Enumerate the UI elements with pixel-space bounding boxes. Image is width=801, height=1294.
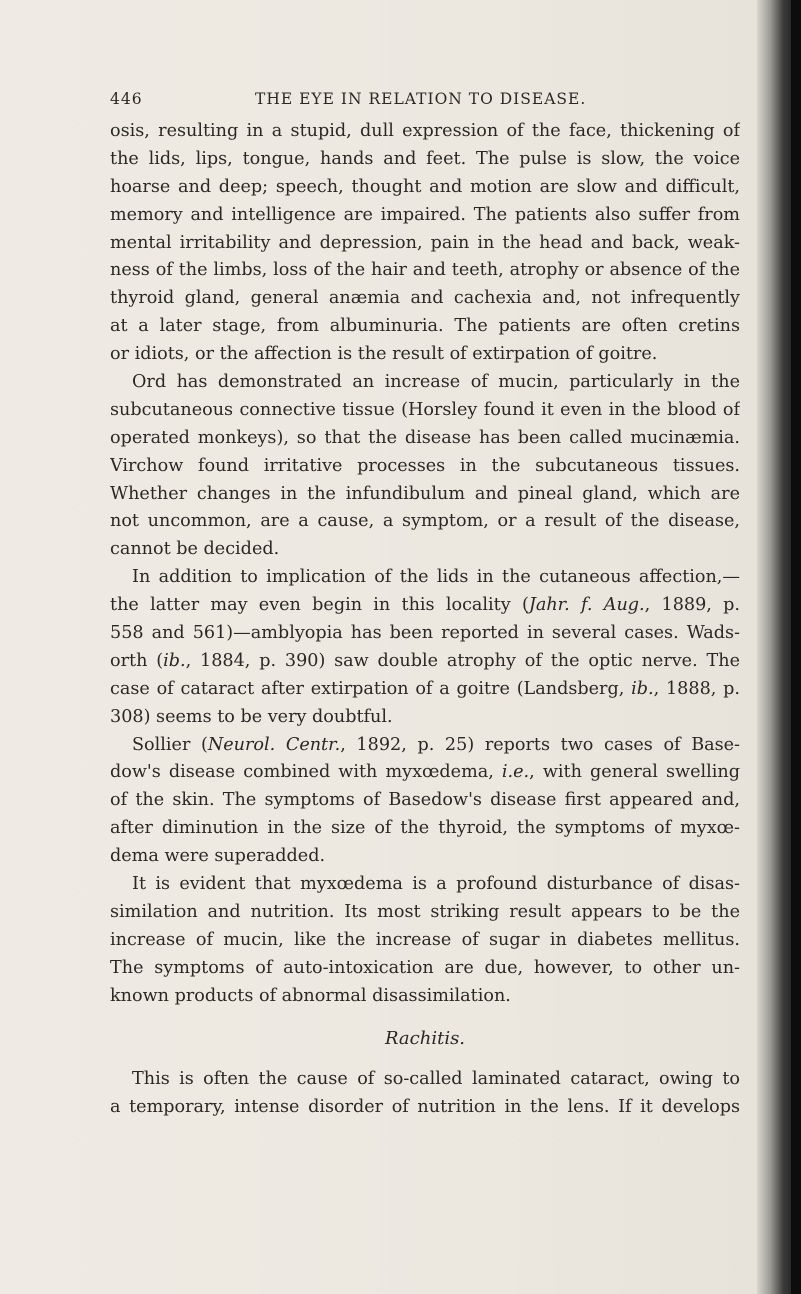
text-line: Whether changes in the infundibulum and pineal gland, which are xyxy=(110,483,740,504)
text-line: The symptoms of auto-intoxication are due, however, to other un- xyxy=(110,957,740,978)
text-line: increase of mucin, like the increase of sugar in diabetes mellitus. xyxy=(110,929,740,950)
paragraph xyxy=(110,871,740,1010)
page-number: 446 xyxy=(110,90,143,108)
text-line: osis, resulting in a stupid, dull expression of the face, thickening of xyxy=(110,121,740,141)
paragraph xyxy=(110,732,740,871)
text-line: Sollier (Neurol. Centr., 1892, p. 25) reports two cases of Base- xyxy=(132,734,740,755)
text-line: thyroid gland, general anæmia and cachexia and, not infrequently xyxy=(110,288,740,309)
text-line: 308) seems to be very doubtful. xyxy=(110,706,393,727)
paragraph xyxy=(110,564,740,731)
text-line: It is evident that myxœdema is a profound disturbance of disas- xyxy=(132,874,740,895)
text-line: hoarse and deep; speech, thought and motion are slow and difficult, xyxy=(110,176,740,197)
text-line: dow's disease combined with myxœdema, i.e., with general swelling xyxy=(110,762,740,783)
text-line: dema were superadded. xyxy=(110,846,326,867)
text-line: not uncommon, are a cause, a symptom, or a result of the disease, xyxy=(110,511,740,532)
text-line: the lids, lips, tongue, hands and feet. The pulse is slow, the voice xyxy=(110,148,740,169)
text-line: at a later stage, from albuminuria. The patients are often cretins xyxy=(110,316,740,337)
body-text xyxy=(110,118,740,1122)
text-line: after diminution in the size of the thyroid, the symptoms of myxœ- xyxy=(110,818,740,839)
text-line: operated monkeys), so that the disease has been called mucinæmia. xyxy=(110,427,740,448)
text-line: cannot be decided. xyxy=(110,539,280,560)
text-line: ness of the limbs, loss of the hair and teeth, atrophy or absence of the xyxy=(110,260,740,281)
book-spine-edge xyxy=(791,0,801,1294)
text-line: or idiots, or the affection is the result of extirpation of goitre. xyxy=(110,344,658,365)
text-line: 558 and 561)—amblyopia has been reported in several cases. Wads- xyxy=(110,623,740,644)
text-line: subcutaneous connective tissue (Horsley found it even in the blood of xyxy=(110,399,740,420)
paragraph xyxy=(110,118,740,369)
text-line: orth (ib., 1884, p. 390) saw double atrophy of the optic nerve. The xyxy=(110,650,740,671)
paragraph xyxy=(110,1066,740,1122)
text-line: This is often the cause of so-called laminated cataract, owing to xyxy=(132,1069,740,1090)
text-line: Ord has demonstrated an increase of mucin, particularly in the xyxy=(132,372,740,393)
book-edge-shadow xyxy=(757,0,801,1294)
text-line: mental irritability and depression, pain in the head and back, weak- xyxy=(110,232,740,253)
running-head-title: THE EYE IN RELATION TO DISEASE. xyxy=(255,90,587,108)
text-line: case of cataract after extirpation of a goitre (Landsberg, ib., 1888, p. xyxy=(110,678,740,699)
text-line: a temporary, intense disorder of nutrition in the lens. If it develops xyxy=(110,1097,740,1118)
text-line: known products of abnormal disassimilation. xyxy=(110,985,511,1006)
section-heading: Rachitis. xyxy=(384,1027,466,1049)
text-line: memory and intelligence are impaired. The patients also suffer from xyxy=(110,204,740,225)
text-line: similation and nutrition. Its most striking result appears to be the xyxy=(110,901,740,922)
text-line: Virchow found irritative processes in the subcutaneous tissues. xyxy=(110,455,740,476)
text-line: of the skin. The symptoms of Basedow's disease first appeared and, xyxy=(110,790,740,811)
paragraph xyxy=(110,369,740,564)
text-line: In addition to implication of the lids in the cutaneous affection,— xyxy=(132,567,740,588)
text-line: the latter may even begin in this locality (Jahr. f. Aug., 1889, p. xyxy=(110,595,740,616)
running-head xyxy=(110,90,720,116)
